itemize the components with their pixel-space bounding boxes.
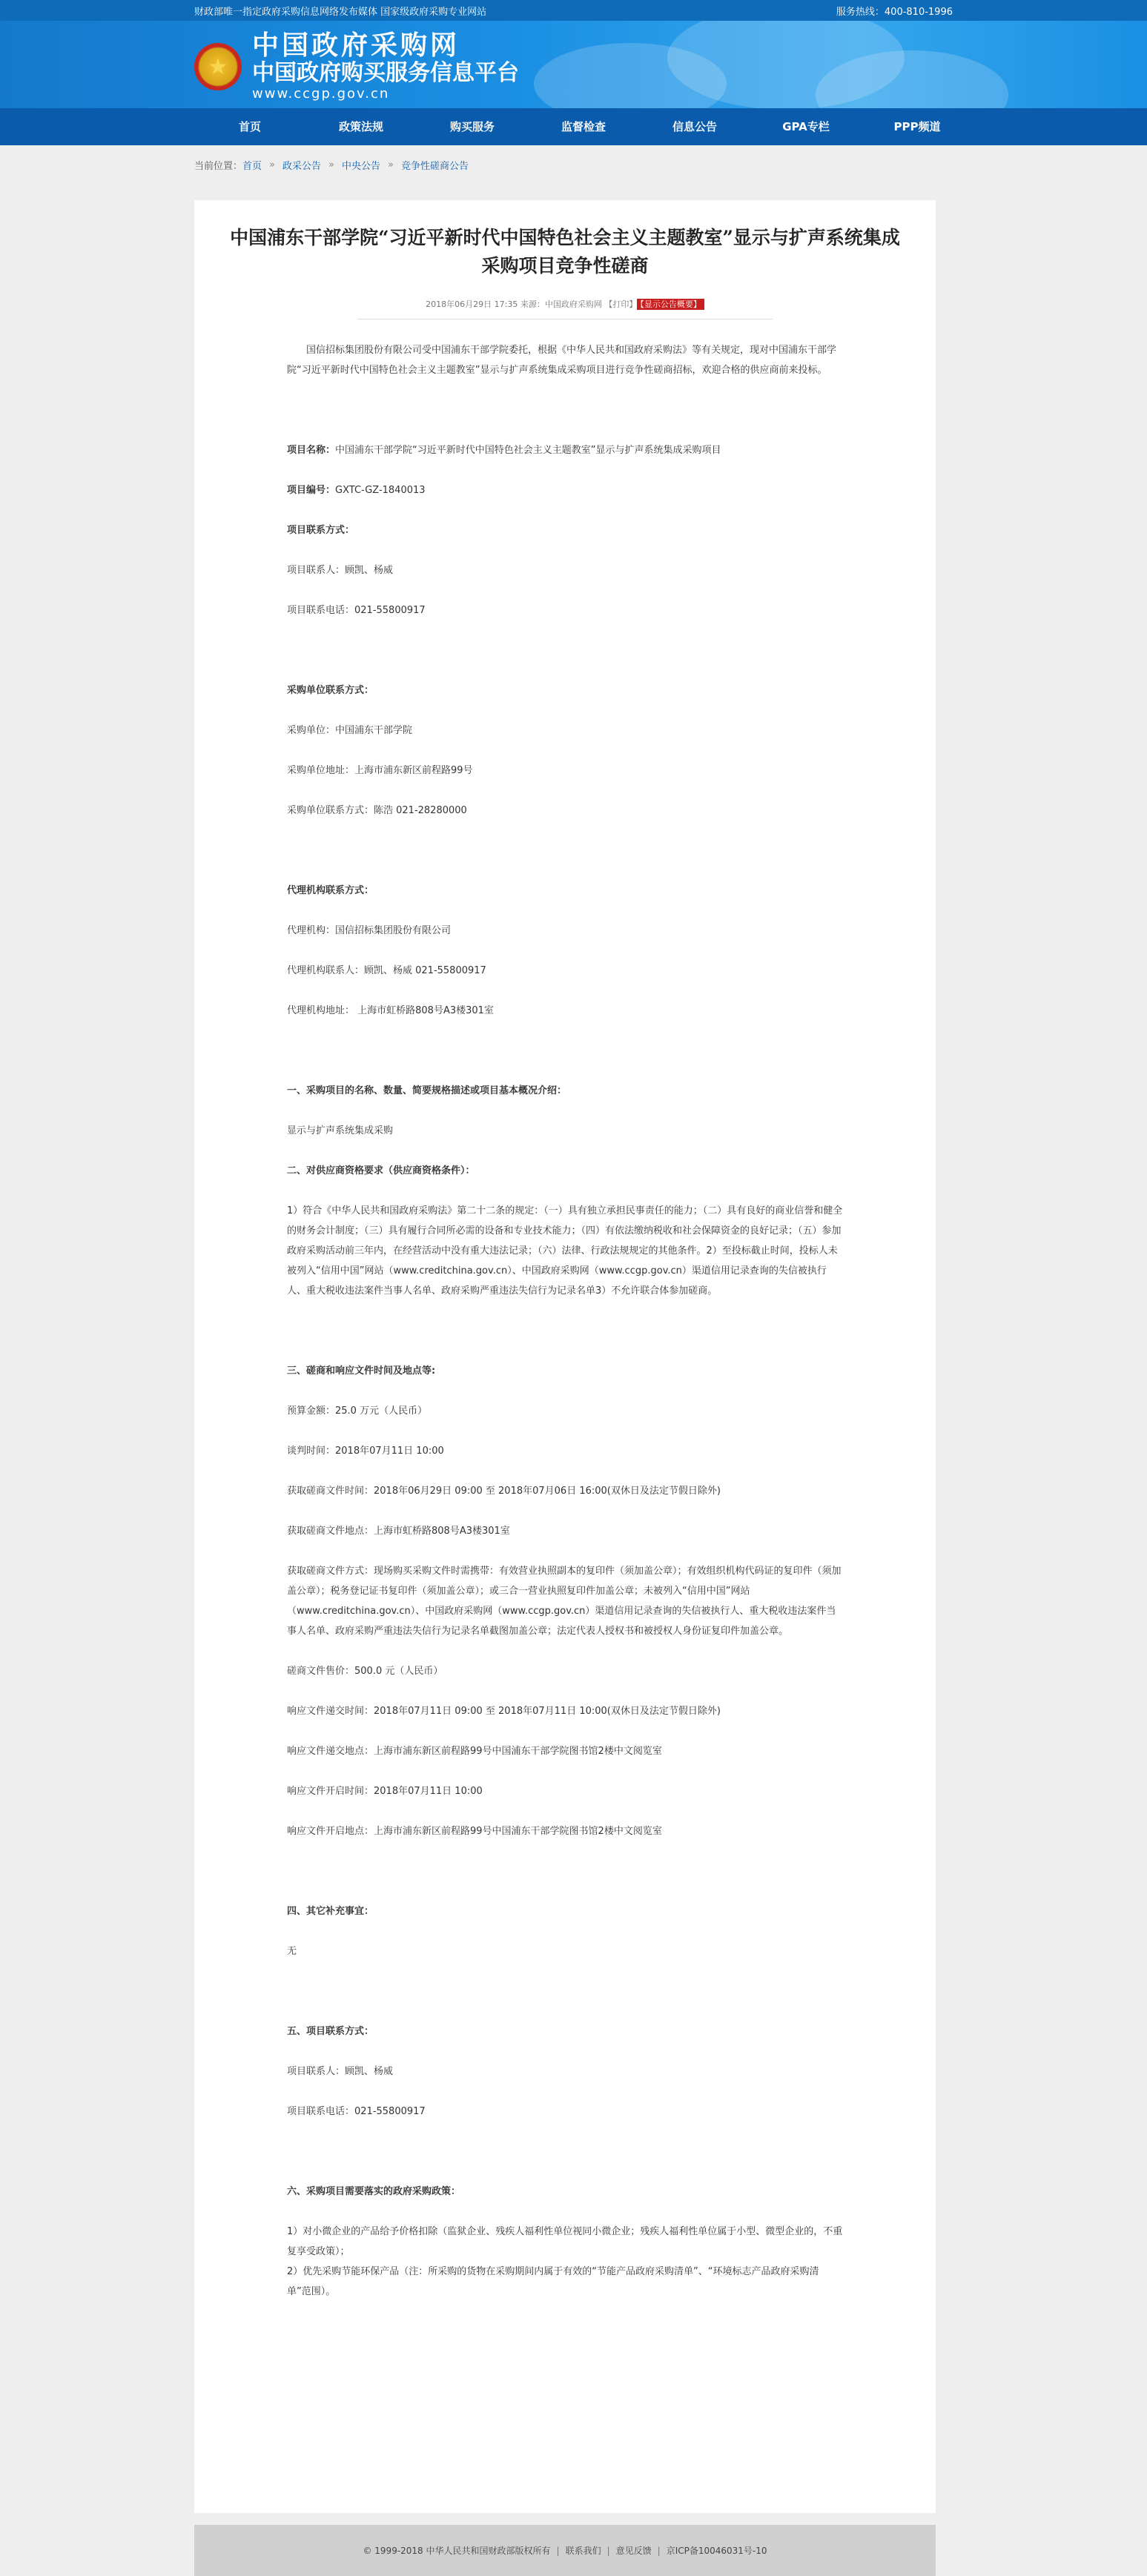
section-6-policy-2: 2）优先采购节能环保产品（注：所采购的货物在采购期间内属于有效的“节能产品政府采购清单”、“环境标志产品政府采购清单”范围）。 (287, 2266, 819, 2297)
top-bar-slogan: 财政部唯一指定政府采购信息网络发布媒体 国家级政府采购专业网站 (194, 6, 487, 18)
section-2-body: 1）符合《中华人民共和国政府采购法》第二十二条的规定：（一）具有独立承担民事责任的能力；（二）具有良好的商业信誉和健全的财务会计制度；（三）具有履行合同所必需的设备和专业技术能力；（四）有依法缴纳税收和社会保障资金的良好记录；（五）参加政府采购活动前三年内，在经营活动中没有重大违法记录；（六）法律、行政法规规定的其他条件。2）至投标截止时间，投标人未被列入“信用中国”网站（www.creditchina.gov.cn）、中国政府采购网（www.ccgp.gov.cn）渠道信用记录查询的失信被执行人、重大税收违法案件当事人名单、政府采购严重违法失信行为记录名单3）不允许联合体参加磋商。 (287, 1205, 843, 1297)
logo-title: 中国政府采购网 (252, 30, 460, 61)
national-emblem-icon: ★ (194, 43, 242, 90)
budget-amount: 预算金额：25.0 万元（人民币） (287, 1405, 428, 1417)
article-meta (357, 298, 773, 319)
nav-gpa[interactable]: GPA专栏 (782, 120, 830, 133)
footer-separator: | (606, 2545, 610, 2556)
response-open-place: 响应文件开启地点：上海市浦东新区前程路99号中国浦东干部学院图书馆2楼中文阅览室 (287, 1826, 662, 1837)
site-logo[interactable] (194, 31, 519, 102)
section-2-heading: 二、对供应商资格要求（供应商资格条件）： (287, 1165, 475, 1176)
nav-policy[interactable]: 政策法规 (338, 120, 383, 133)
section-6-heading: 六、采购项目需要落实的政府采购政策： (287, 2186, 461, 2197)
section-4-heading: 四、其它补充事宜： (287, 1906, 374, 1917)
breadcrumb-separator: » (388, 159, 394, 170)
negotiation-time: 谈判时间：2018年07月11日 10:00 (287, 1446, 444, 1457)
logo-url: www.ccgp.gov.cn (252, 86, 390, 102)
show-summary-button[interactable]: 【显示公告概要】 (637, 299, 704, 310)
buyer-address: 采购单位地址：上海市浦东新区前程路99号 (287, 765, 473, 776)
buyer-contact: 采购单位联系方式：陈浩 021-28280000 (287, 805, 467, 816)
section-1-body: 显示与扩声系统集成采购 (287, 1125, 394, 1136)
doc-get-place: 获取磋商文件地点：上海市虹桥路808号A3楼301室 (287, 1526, 510, 1537)
response-submit-time: 响应文件递交时间：2018年07月11日 09:00 至 2018年07月11日 10:00(双休日及法定节假日除外) (287, 1706, 721, 1717)
icp-number: 京ICP备10046031号-10 (666, 2546, 767, 2556)
doc-get-method: 获取磋商文件方式：现场购买采购文件时需携带：有效营业执照副本的复印件（须加盖公章）；有效组织机构代码证的复印件（须加盖公章）；税务登记证书复印件（须加盖公章）；或三合一营业执照复印件加盖公章；未被列入“信用中国”网站（www.creditchina.gov.cn）、中国政府采购网（www.ccgp.gov.cn）渠道信用记录查询的失信被执行人、重大税收违法案件当事人名单、政府采购严重违法失信行为记录名单截图加盖公章；法定代表人授权书和被授权人身份证复印件加盖公章。 (287, 1566, 842, 1637)
section-5-person: 项目联系人：顾凯、杨威 (287, 2066, 394, 2077)
breadcrumb-announcements[interactable]: 政采公告 (282, 160, 322, 172)
section-5-phone: 项目联系电话：021-55800917 (287, 2106, 426, 2117)
project-name: 项目名称：中国浦东干部学院“习近平新时代中国特色社会主义主题教室”显示与扩声系统集成采购项目 (287, 445, 721, 456)
article-meta-text: 2018年06月29日 17:35 来源：中国政府采购网 【打印】 (426, 299, 638, 309)
agent-contact: 代理机构联系人：顾凯、杨威 021-55800917 (287, 965, 486, 976)
buyer-name: 采购单位：中国浦东干部学院 (287, 725, 413, 736)
project-contact-person: 项目联系人：顾凯、杨威 (287, 565, 394, 576)
breadcrumb-separator: » (269, 159, 275, 170)
response-open-time: 响应文件开启时间：2018年07月11日 10:00 (287, 1786, 483, 1797)
breadcrumb-prefix: 当前位置： (194, 160, 243, 172)
header-banner (0, 21, 1147, 108)
agent-heading: 代理机构联系方式： (287, 885, 374, 896)
nav-home[interactable]: 首页 (238, 120, 261, 133)
project-number: 项目编号：GXTC-GZ-1840013 (287, 485, 426, 496)
article-title: 中国浦东干部学院“习近平新时代中国特色社会主义主题教室”显示与扩声系统集成采购项目竞争性磋商 (230, 227, 900, 277)
nav-announcements[interactable]: 信息公告 (672, 120, 717, 133)
section-3-heading: 三、磋商和响应文件时间及地点等: (287, 1365, 436, 1377)
top-bar (0, 0, 1147, 21)
footer-separator: | (657, 2545, 661, 2556)
service-hotline: 服务热线：400-810-1996 (836, 6, 953, 18)
doc-get-time: 获取磋商文件时间：2018年06月29日 09:00 至 2018年07月06日 16:00(双休日及法定节假日除外) (287, 1486, 721, 1497)
feedback-link[interactable]: 意见反馈 (615, 2546, 652, 2556)
response-submit-place: 响应文件递交地点：上海市浦东新区前程路99号中国浦东干部学院图书馆2楼中文阅览室 (287, 1746, 662, 1757)
article-body (287, 319, 843, 2302)
section-6-policy-1: 1）对小微企业的产品给予价格扣除（监狱企业、残疾人福利性单位视同小微企业；残疾人福利性单位属于小型、微型企业的，不重复享受政策）； (287, 2226, 843, 2257)
agent-name: 代理机构：国信招标集团股份有限公司 (287, 925, 452, 936)
breadcrumb (0, 145, 1147, 184)
breadcrumb-current[interactable]: 竞争性磋商公告 (400, 160, 469, 172)
logo-subtitle: 中国政府购买服务信息平台 (252, 60, 519, 86)
main-nav (0, 108, 1147, 145)
breadcrumb-central[interactable]: 中央公告 (341, 160, 380, 172)
project-contact-phone: 项目联系电话：021-55800917 (287, 605, 426, 616)
footer-separator: | (556, 2545, 560, 2556)
project-contact-heading: 项目联系方式： (287, 525, 355, 536)
breadcrumb-home[interactable]: 首页 (242, 160, 262, 172)
buyer-heading: 采购单位联系方式： (287, 685, 374, 696)
nav-supervision[interactable]: 监督检查 (561, 120, 606, 133)
section-5-heading: 五、项目联系方式： (287, 2026, 374, 2037)
section-4-body: 无 (287, 1946, 297, 1957)
doc-price: 磋商文件售价：500.0 元（人民币） (287, 1666, 443, 1677)
agent-address: 代理机构地址： 上海市虹桥路808号A3楼301室 (287, 1005, 494, 1016)
footer-copyright: © 1999-2018 中华人民共和国财政部版权所有 (363, 2546, 551, 2556)
nav-ppp[interactable]: PPP频道 (893, 120, 941, 133)
nav-purchase-service[interactable]: 购买服务 (449, 120, 495, 133)
article-container (194, 200, 936, 2513)
section-1-heading: 一、采购项目的名称、数量、简要规格描述或项目基本概况介绍： (287, 1085, 567, 1096)
breadcrumb-separator: » (328, 159, 334, 170)
footer (194, 2525, 936, 2576)
intro-paragraph: 国信招标集团股份有限公司受中国浦东干部学院委托，根据《中华人民共和国政府采购法》等有关规定，现对中国浦东干部学院“习近平新时代中国特色社会主义主题教室”显示与扩声系统集成采购项目进行竞争性磋商招标，欢迎合格的供应商前来投标。 (287, 345, 837, 376)
contact-us-link[interactable]: 联系我们 (565, 2546, 601, 2556)
